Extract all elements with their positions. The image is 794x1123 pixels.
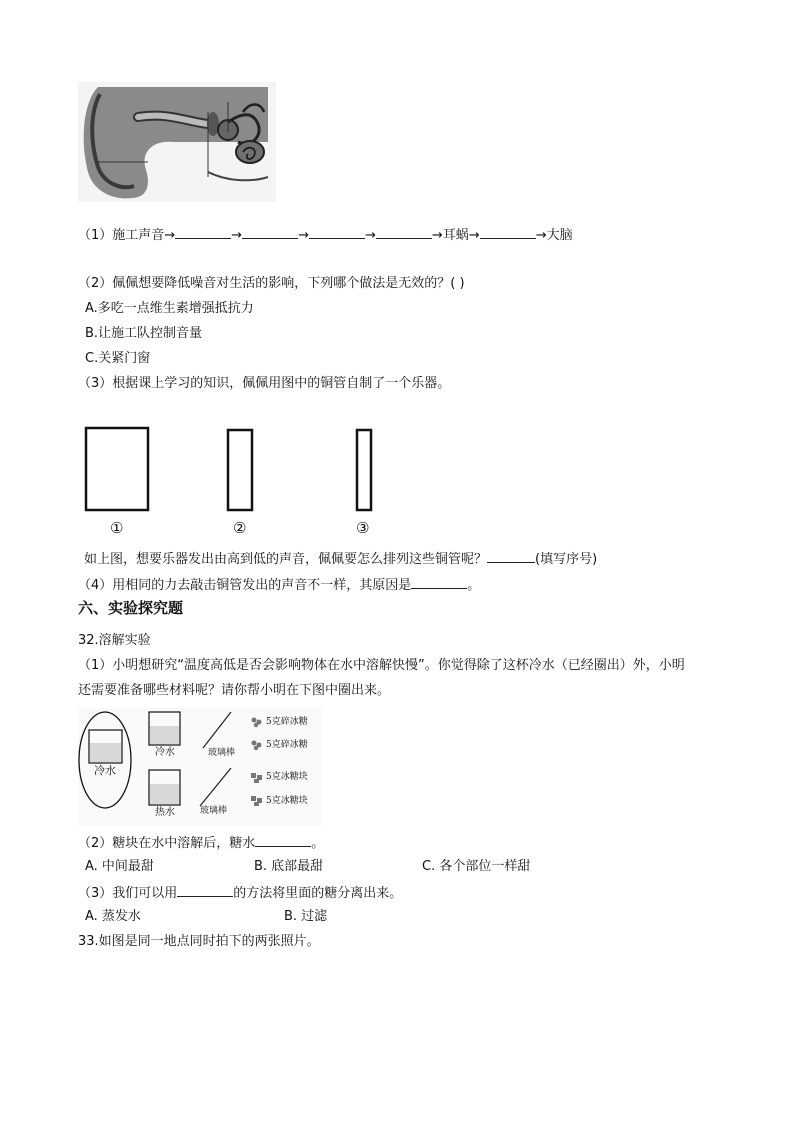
answer-blank-4[interactable] bbox=[376, 226, 432, 239]
q32-sub1-line1: （1）小明想研究“温度高低是否会影响物体在水中溶解快慢”。你觉得除了这杯冷水（已经圈出）外，小明 bbox=[78, 658, 685, 673]
answer-blank-1[interactable] bbox=[175, 226, 231, 239]
cochlea-text: →耳蜗→ bbox=[431, 228, 480, 243]
tube-2 bbox=[228, 430, 252, 510]
q32-sub3-option-a[interactable]: A. 蒸发水 bbox=[85, 909, 141, 924]
label-sugar-cube-1[interactable]: 5克冰糖块 bbox=[266, 772, 308, 782]
label-crushed-sugar-1[interactable]: 5克碎冰糖 bbox=[266, 717, 308, 727]
q32-sub2-question: （2）糖块在水中溶解后，糖水 。 bbox=[78, 836, 325, 851]
q32-sub2-option-b[interactable]: B. 底部最甜 bbox=[254, 859, 324, 874]
answer-blank-3[interactable] bbox=[309, 226, 365, 239]
tube-label-3: ③ bbox=[356, 519, 370, 537]
arrow-text: → bbox=[231, 228, 243, 243]
label-hot-water[interactable]: 热水 bbox=[155, 807, 175, 818]
arrow-text: → bbox=[298, 228, 309, 243]
label-glass-rod-2[interactable]: 玻璃棒 bbox=[200, 806, 228, 816]
ear-anatomy-image bbox=[78, 82, 276, 202]
q31-sub2-option-b[interactable]: B.让施工队控制音量 bbox=[85, 326, 203, 341]
q32-sub3-option-b[interactable]: B. 过滤 bbox=[284, 909, 328, 924]
q31-sub1-prefix: （1）施工声音→ bbox=[78, 228, 176, 243]
q32-sub1-line2: 还需要准备哪些材料呢？请你帮小明在下图中圈出来。 bbox=[78, 683, 391, 698]
arrow-text: → bbox=[364, 228, 376, 243]
copper-tubes-figure bbox=[80, 420, 390, 542]
arrow-text: → bbox=[535, 228, 547, 243]
q33-text: 33.如图是同一地点同时拍下的两张照片。 bbox=[78, 934, 320, 949]
label-glass-rod-1[interactable]: 玻璃棒 bbox=[208, 748, 236, 758]
label-sugar-cube-2[interactable]: 5克冰糖块 bbox=[266, 796, 308, 806]
answer-blank-reason[interactable] bbox=[411, 576, 467, 589]
tube-1 bbox=[86, 428, 148, 510]
brain-text: 大脑 bbox=[546, 228, 573, 243]
q32-sub2-option-a[interactable]: A. 中间最甜 bbox=[85, 859, 154, 874]
tube-label-2: ② bbox=[233, 519, 247, 537]
answer-blank-2[interactable] bbox=[242, 226, 298, 239]
q32-sub3-question: （3）我们可以用 的方法将里面的糖分离出来。 bbox=[78, 886, 403, 901]
q31-sub2-option-a[interactable]: A.多吃一点维生素增强抵抗力 bbox=[85, 301, 254, 316]
section-heading: 六、实验探究题 bbox=[78, 599, 184, 617]
q31-sub4: （4）用相同的力去敲击铜管发出的声音不一样，其原因是 。 bbox=[78, 578, 481, 593]
answer-blank-order[interactable] bbox=[487, 550, 535, 563]
label-cold-water-circled: 冷水 bbox=[94, 764, 116, 777]
q32-sub2-option-c[interactable]: C. 各个部位一样甜 bbox=[422, 859, 531, 874]
label-cold-water[interactable]: 冷水 bbox=[155, 747, 175, 758]
dissolving-materials-figure bbox=[78, 708, 322, 826]
q31-sub3-followup: 如上图，想要乐器发出由高到低的声音，佩佩要怎么排列这些铜管呢？ (填写序号) bbox=[84, 552, 598, 567]
q31-sub2-question: （2）佩佩想要降低噪音对生活的影响，下列哪个做法是无效的？( ) bbox=[78, 276, 465, 291]
label-crushed-sugar-2[interactable]: 5克碎冰糖 bbox=[266, 740, 308, 750]
q31-sub3-question: （3）根据课上学习的知识，佩佩用图中的铜管自制了一个乐器。 bbox=[78, 376, 451, 391]
tube-3 bbox=[357, 430, 371, 510]
tube-label-1: ① bbox=[110, 519, 124, 537]
q32-title: 32.溶解实验 bbox=[78, 633, 151, 648]
q31-sub2-option-c[interactable]: C.关紧门窗 bbox=[85, 351, 151, 366]
answer-blank-method[interactable] bbox=[177, 884, 233, 897]
answer-blank-sweetness[interactable] bbox=[255, 834, 311, 847]
q31-sub1 bbox=[78, 226, 573, 244]
answer-blank-5[interactable] bbox=[480, 226, 536, 239]
